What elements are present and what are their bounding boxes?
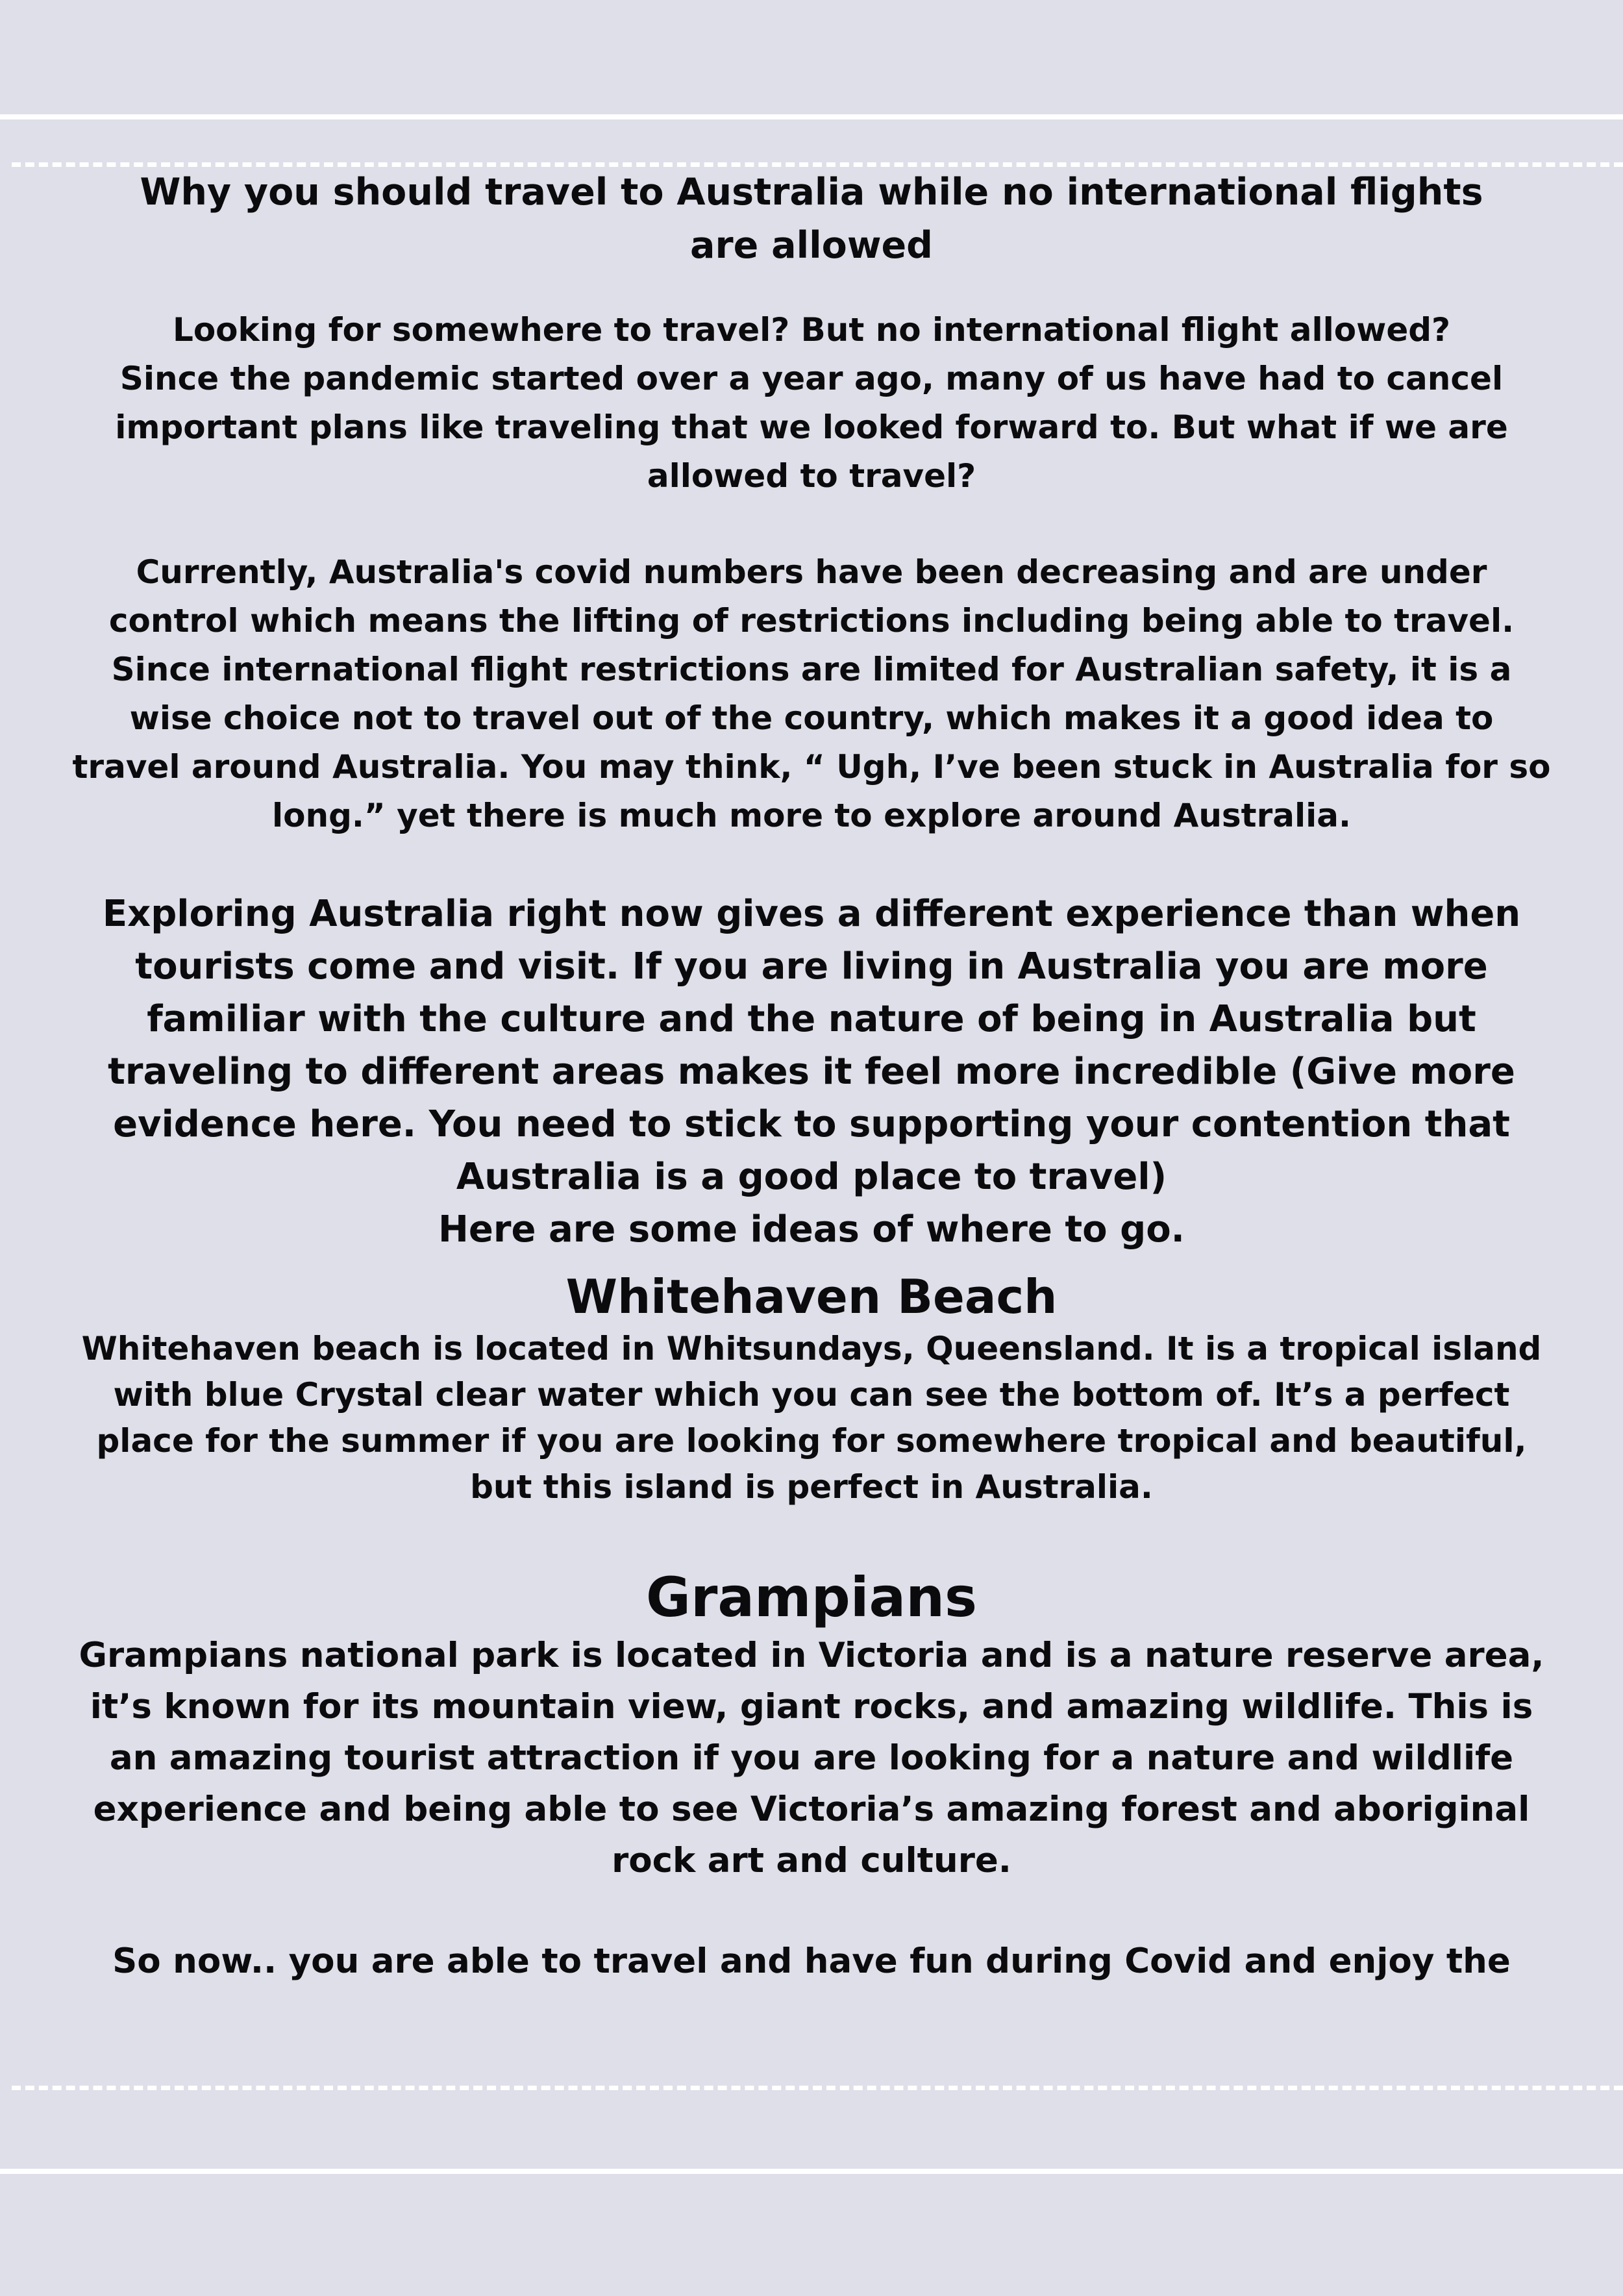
whitehaven-heading: Whitehaven Beach: [565, 1269, 1058, 1324]
article: [71, 166, 1552, 1987]
covid-paragraph: Currently, Australia's covid numbers have been decreasing and are under control which means the lifting of restrictions including being able to travel. Since international flight restrictions are limited for Australian safety, it is a wise choice not to travel out of the country, which makes it a good idea to travel around Australia. You may think, “ Ugh, I’ve been stuck in Australia for so long.” yet there is much more to explore around Australia.: [72, 553, 1551, 834]
top-solid-rule: [0, 114, 1623, 119]
article-title: Why you should travel to Australia while no international flights are allowed: [140, 171, 1483, 267]
grampians-paragraph: Grampians national park is located in Victoria and is a nature reserve area, it’s known for its mountain view, giant rocks, and amazing wildlife. This is an amazing tourist attraction if you are looking for a nature and wildlife experience and being able to see Victoria’s amazing forest and aboriginal rock art and culture.: [79, 1636, 1544, 1880]
whitehaven-paragraph: Whitehaven beach is located in Whitsundays, Queensland. It is a tropical island with blue Crystal clear water which you can see the bottom of. It’s a perfect place for the summer if you are looking for somewhere tropical and beautiful, but this island is perfect in Australia.: [81, 1330, 1542, 1506]
intro-question: Looking for somewhere to travel? But no international flight allowed?: [172, 311, 1451, 349]
bottom-dashed-rule: [12, 2086, 1623, 2090]
intro-paragraph: Since the pandemic started over a year ago, many of us have had to cancel important plans like traveling that we looked forward to. But what if we are allowed to travel?: [115, 360, 1508, 495]
bottom-solid-rule: [0, 2169, 1623, 2174]
ideas-line: Here are some ideas of where to go.: [438, 1208, 1185, 1251]
closing-line: So now.. you are able to travel and have fun during Covid and enjoy the: [112, 1941, 1511, 1981]
grampians-heading: Grampians: [646, 1566, 977, 1629]
exploring-paragraph: Exploring Australia right now gives a different experience than when tourists come and visit. If you are living in Australia you are more familiar with the culture and the nature of being in Australia but traveling to different areas makes it feel more incredible (Give more evidence here. You need to stick to supporting your contention that Australia is a good place to travel): [102, 893, 1521, 1198]
